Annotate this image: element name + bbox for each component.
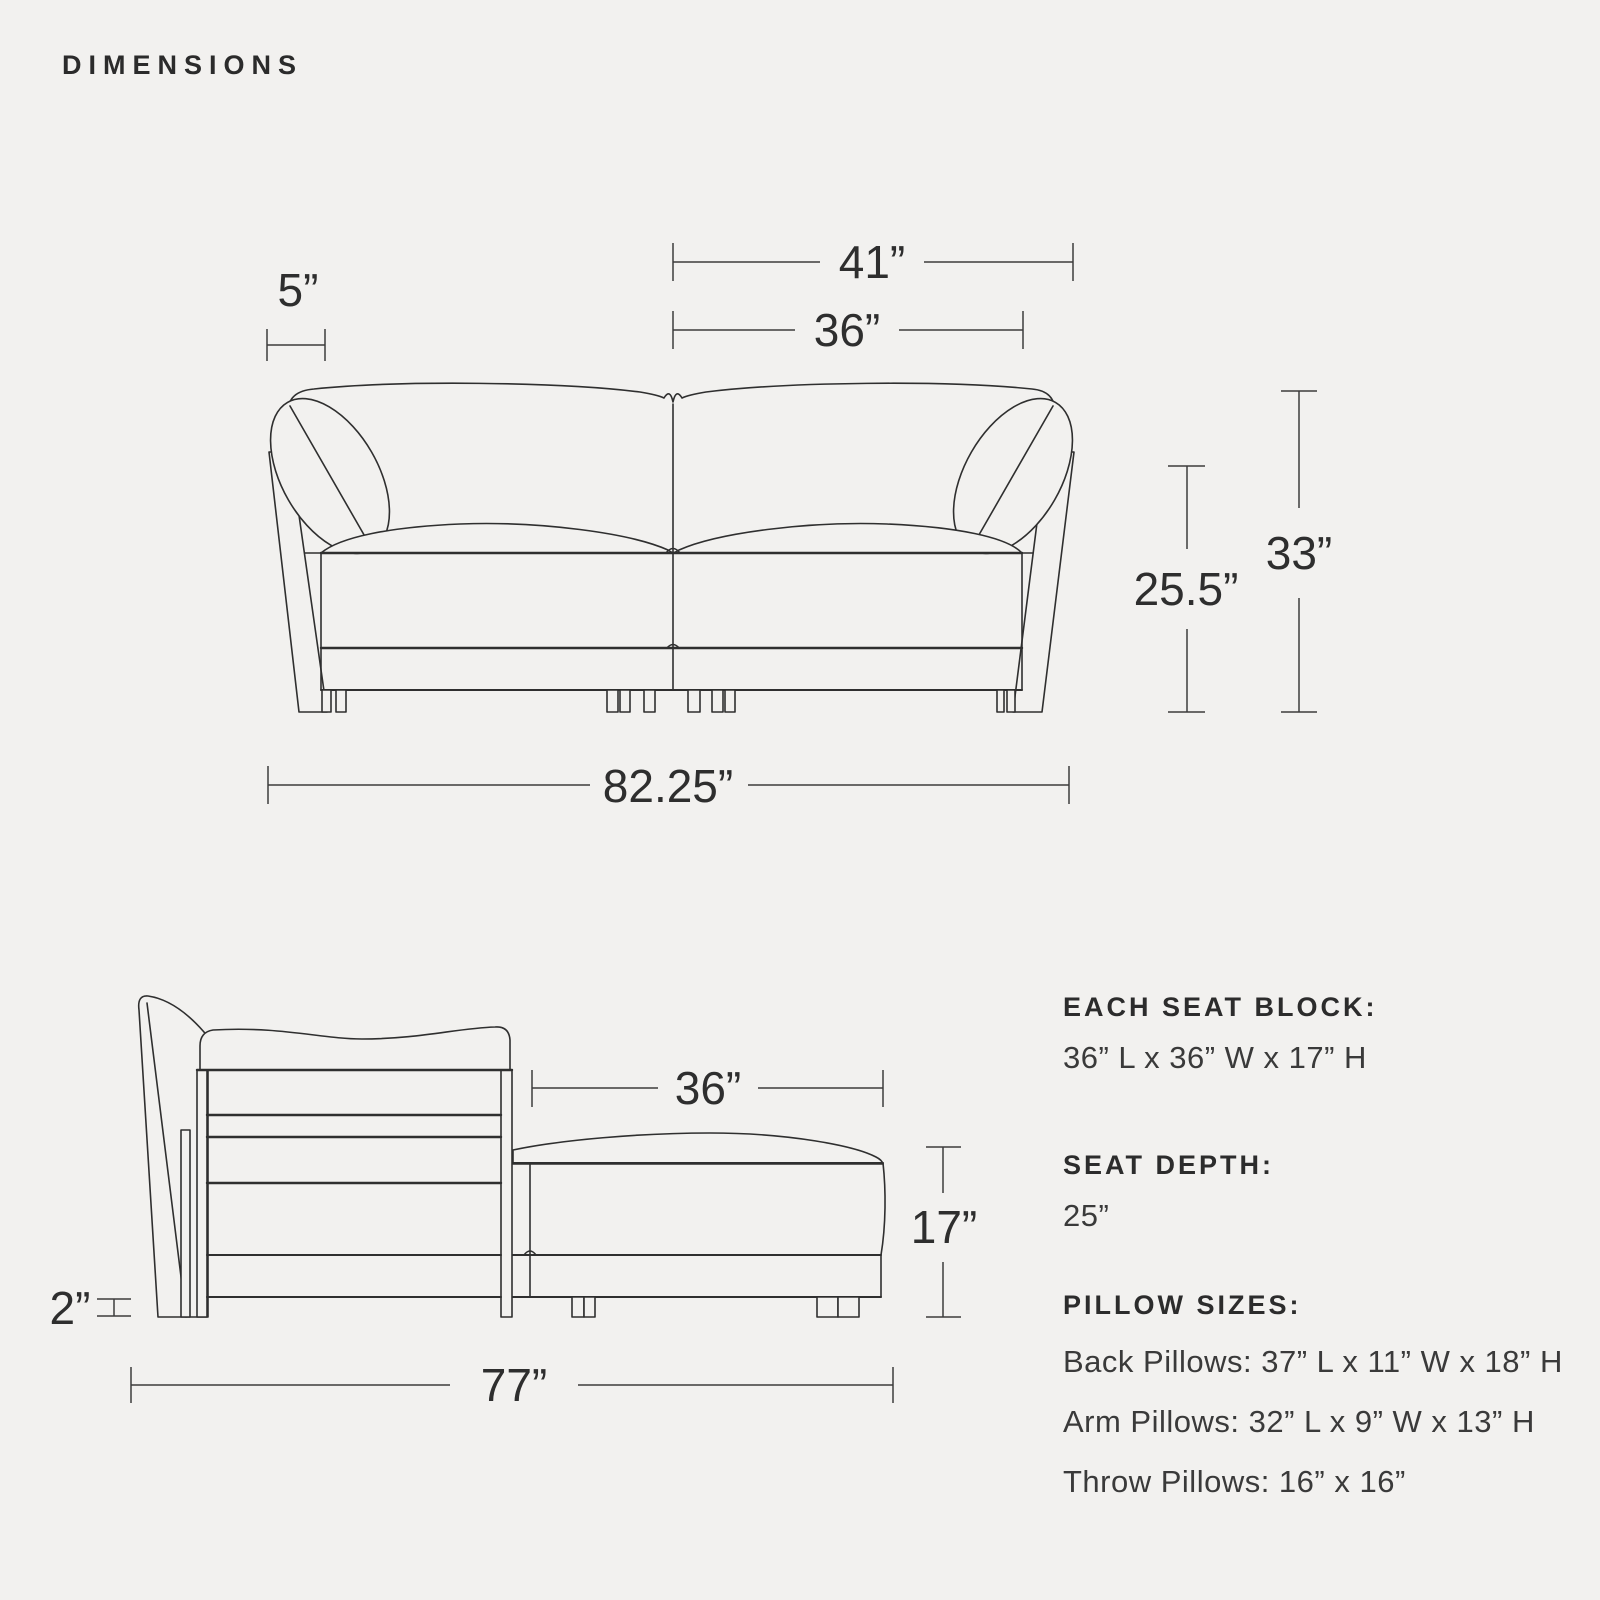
- spec-heading-pillow-sizes: PILLOW SIZES:: [1063, 1290, 1302, 1320]
- front-dim-seat-width-label: 36”: [813, 304, 881, 356]
- front-dim-seat-plus-arm: [673, 236, 1073, 288]
- front-dim-overall-width-label: 82.25”: [602, 760, 734, 812]
- spec-heading-seat-block: EACH SEAT BLOCK:: [1063, 992, 1378, 1022]
- side-dim-overall-depth: [131, 1359, 893, 1411]
- side-dim-seat-depth: [532, 1062, 883, 1114]
- side-rear-post: [181, 1130, 190, 1317]
- side-dim-seat-height-label: 17”: [910, 1201, 978, 1253]
- side-dim-leg-height-label: 2”: [49, 1282, 91, 1334]
- front-dim-arm-width-label: 5”: [277, 264, 319, 316]
- front-dim-arm-width: [267, 264, 325, 361]
- front-dim-overall-height: [1266, 391, 1332, 712]
- spec-line-seat-depth-value: 25”: [1063, 1198, 1110, 1233]
- front-dim-back-height-label: 25.5”: [1133, 563, 1239, 615]
- spec-line-back-pillows: Back Pillows: 37” L x 11” W x 18” H: [1063, 1344, 1563, 1379]
- front-seat-base: [321, 549, 1022, 691]
- spec-line-arm-pillows: Arm Pillows: 32” L x 9” W x 13” H: [1063, 1404, 1535, 1439]
- spec-heading-seat-depth: SEAT DEPTH:: [1063, 1150, 1275, 1180]
- side-dim-leg-height: [50, 1282, 131, 1334]
- page-title: DIMENSIONS: [62, 50, 304, 80]
- front-legs: [322, 690, 1015, 712]
- front-dim-overall-height-label: 33”: [1265, 527, 1333, 579]
- side-back-cushion-top: [200, 1027, 510, 1070]
- side-dim-seat-height: [911, 1147, 977, 1317]
- side-seat-frame: [197, 1070, 512, 1317]
- side-dim-seat-depth-label: 36”: [674, 1062, 742, 1114]
- front-view-drawing: [246, 236, 1332, 812]
- spec-line-throw-pillows: Throw Pillows: 16” x 16”: [1063, 1464, 1406, 1499]
- front-dim-back-height: [1134, 466, 1239, 712]
- side-seat-block: [513, 1133, 885, 1317]
- side-dim-overall-depth-label: 77”: [480, 1359, 548, 1411]
- front-dim-seat-plus-arm-label: 41”: [838, 236, 906, 288]
- front-dim-overall-width: [268, 760, 1069, 812]
- spec-line-seat-block-size: 36” L x 36” W x 17” H: [1063, 1040, 1367, 1075]
- side-view-drawing: [50, 996, 978, 1411]
- front-dim-seat-width: [673, 304, 1023, 356]
